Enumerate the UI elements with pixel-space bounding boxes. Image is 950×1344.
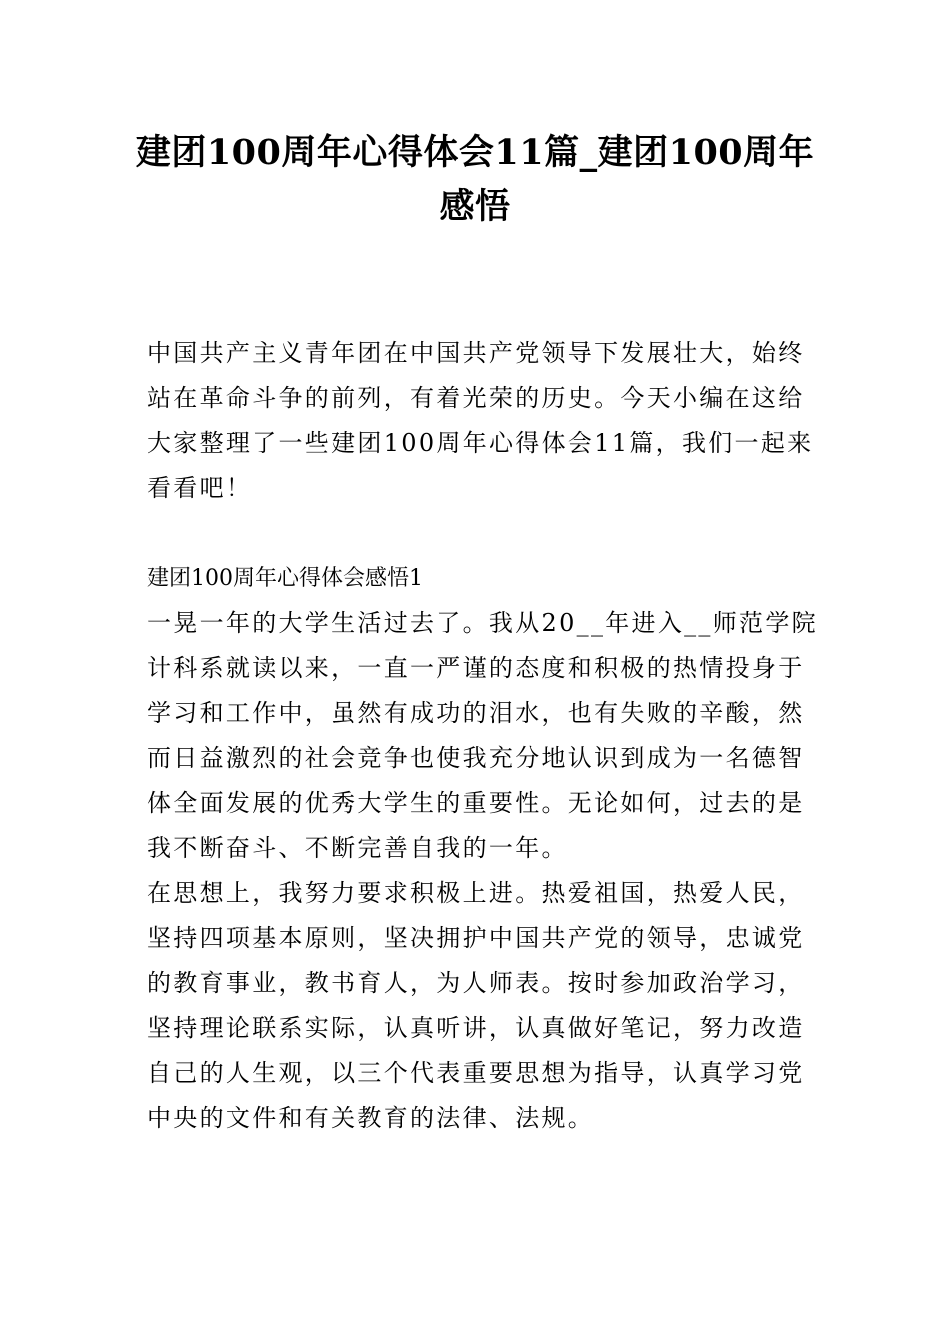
text-line: 一晃一年的大学生活过去了。我从20__年进入__师范学院 [147, 609, 818, 637]
document-title [120, 126, 830, 234]
text-line: 看看吧！ [147, 474, 253, 502]
text-line: 我不断奋斗、不断完善自我的一年。 [147, 834, 568, 862]
text-line: 大家整理了一些建团100周年心得体会11篇，我们一起来 [147, 429, 814, 457]
text-line: 中央的文件和有关教育的法律、法规。 [147, 1104, 595, 1132]
text-line: 学习和工作中，虽然有成功的泪水，也有失败的辛酸，然 [147, 699, 805, 727]
body-paragraph-1 [147, 601, 818, 871]
intro-paragraph [147, 331, 814, 511]
text-line: 坚持四项基本原则，坚决拥护中国共产党的领导，忠诚党 [147, 924, 805, 952]
title-line: 感悟 [439, 186, 511, 227]
text-line: 坚持理论联系实际，认真听讲，认真做好笔记，努力改造 [147, 1014, 805, 1042]
title-line: 建团100周年心得体会11篇_建团100周年 [135, 132, 815, 173]
text-line: 自己的人生观，以三个代表重要思想为指导，认真学习党 [147, 1059, 805, 1087]
document-body [147, 331, 818, 1141]
text-line: 的教育事业，教书育人，为人师表。按时参加政治学习， [147, 969, 805, 997]
section-heading: 建团100周年心得体会感悟1 [147, 566, 423, 591]
text-line: 计科系就读以来，一直一严谨的态度和积极的热情投身于 [147, 654, 805, 682]
text-line: 在思想上，我努力要求积极上进。热爱祖国，热爱人民， [147, 879, 805, 907]
text-line: 体全面发展的优秀大学生的重要性。无论如何，过去的是 [147, 789, 805, 817]
text-line: 中国共产主义青年团在中国共产党领导下发展壮大，始终 [147, 339, 805, 367]
body-paragraph-2 [147, 871, 807, 1141]
text-line: 而日益激烈的社会竞争也使我充分地认识到成为一名德智 [147, 744, 805, 772]
paragraph-spacer [147, 511, 807, 556]
text-line: 站在革命斗争的前列，有着光荣的历史。今天小编在这给 [147, 384, 805, 412]
